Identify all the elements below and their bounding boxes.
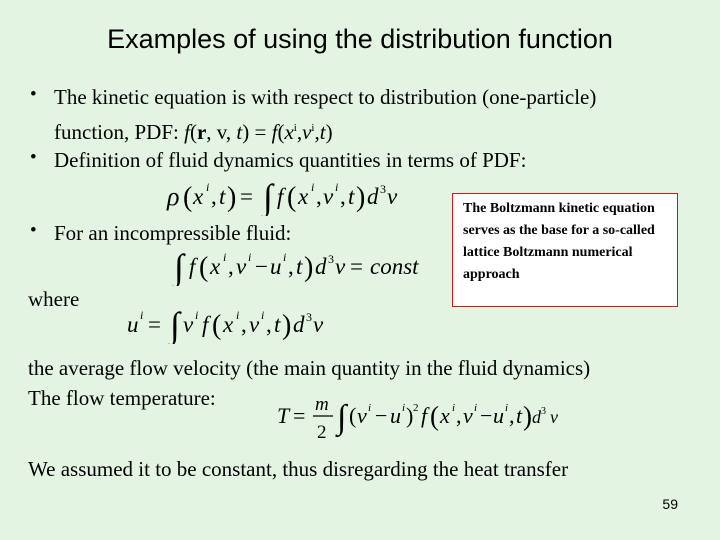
svg-text:d: d [532,407,541,427]
svg-text:3: 3 [306,310,312,324]
bullet-marker: • [30,147,37,168]
svg-text:−: − [375,403,388,428]
svg-text:=: = [350,254,363,279]
bullet-marker: • [30,84,37,105]
svg-text:i: i [195,308,199,322]
svg-text:3: 3 [541,406,546,417]
svg-text:i: i [140,308,144,322]
svg-text:u: u [127,312,139,337]
svg-text:v: v [249,312,260,337]
svg-text:∫: ∫ [337,399,347,436]
svg-text:i: i [452,402,456,414]
svg-text:v: v [387,184,398,209]
svg-text:f: f [189,254,196,279]
average-velocity-text: the average flow velocity (the main quantity in the fluid dynamics) [28,356,591,380]
bullet-kinetic-equation-line2: function, PDF: f(r, v, $t) = f(x^i,v^i,t)$ [54,120,333,144]
svg-text:v: v [357,403,367,428]
lattice-boltzmann-callout: The Boltzmann kinetic equation serves as the base for a so-called lattice Boltzmann numerical approach [452,193,678,307]
svg-text:i: i [206,180,210,194]
svg-text:,: , [340,184,346,209]
svg-text:=: = [293,403,306,428]
svg-text:v: v [550,407,558,427]
svg-text:∫: ∫ [170,305,180,344]
svg-text:(: ( [349,403,357,428]
svg-text:(: ( [199,252,209,283]
svg-text:): ) [282,310,292,341]
svg-text:u: u [270,254,282,279]
svg-text:v: v [463,403,473,428]
bullet-marker: • [30,220,37,241]
svg-text:,: , [288,254,294,279]
svg-text:t: t [348,184,355,209]
svg-text:−: − [480,403,493,428]
svg-text:d: d [315,254,327,279]
svg-text:const: const [370,254,419,279]
svg-text:(: ( [183,182,193,213]
svg-text:i: i [368,402,372,414]
page-number: 59 [662,496,678,512]
svg-text:(: ( [212,310,222,341]
svg-text:,: , [266,312,272,337]
svg-text:∫: ∫ [174,247,184,286]
svg-text:,: , [228,254,234,279]
svg-text:x: x [223,312,234,337]
temperature-label: The flow temperature: [28,386,216,410]
svg-text:=: = [240,184,253,209]
svg-text:v: v [323,184,334,209]
svg-text:f: f [277,184,284,209]
svg-text:,: , [509,403,515,428]
svg-text:T: T [277,403,290,428]
svg-text:x: x [193,184,204,209]
svg-text:i: i [283,250,287,264]
svg-text:t: t [219,184,226,209]
svg-text:3: 3 [328,252,334,266]
svg-text:,: , [211,184,217,209]
svg-text:=: = [148,312,161,337]
svg-text:x: x [298,184,309,209]
where-label: where [28,287,80,311]
density-formula [165,174,415,216]
bullet-incompressible: For an incompressible fluid: [54,221,292,245]
svg-text:d: d [293,312,305,337]
svg-text:i: i [402,402,406,414]
svg-text:3: 3 [380,182,386,196]
svg-text:t: t [274,312,281,337]
svg-text:2: 2 [413,402,419,414]
bullet-fluid-quantities: Definition of fluid dynamics quantities in terms of PDF: [54,148,527,172]
svg-text:v: v [183,312,194,337]
incompressible-formula [172,244,437,286]
svg-text:v: v [335,254,346,279]
svg-text:,: , [316,184,322,209]
svg-text:d: d [367,184,379,209]
svg-text:i: i [248,250,252,264]
svg-text:t: t [516,403,523,428]
svg-text:i: i [236,308,240,322]
svg-text:i: i [223,250,227,264]
svg-text:2: 2 [317,422,327,443]
svg-text:v: v [236,254,247,279]
assumption-text: We assumed it to be constant, thus disregarding the heat transfer [28,457,569,481]
slide-title: Examples of using the distribution function [107,24,613,54]
bullet-kinetic-equation-line1: The kinetic equation is with respect to distribution (one-particle) [54,85,597,109]
svg-text:i: i [505,402,509,414]
svg-text:v: v [313,312,324,337]
svg-text:u: u [390,403,401,428]
svg-text:): ) [406,403,414,428]
svg-text:): ) [304,252,314,283]
temperature-formula-dv [549,404,571,434]
pdf-prefix: function, PDF: [54,120,185,144]
temperature-formula [275,392,550,444]
svg-text:(: ( [287,182,297,213]
svg-text:x: x [440,403,450,428]
velocity-formula [125,302,345,344]
svg-text:(: ( [430,401,439,431]
svg-text:i: i [474,402,478,414]
svg-text:f: f [202,312,209,337]
pdf-f-1: f [184,120,190,144]
svg-text:): ) [227,182,237,213]
svg-text:m: m [315,394,329,415]
svg-text:x: x [210,254,221,279]
svg-text:ρ: ρ [167,182,180,211]
svg-text:−: − [255,254,268,279]
svg-text:u: u [493,403,504,428]
svg-text:∫: ∫ [263,177,273,216]
svg-text:t: t [296,254,303,279]
svg-text:): ) [356,182,366,213]
svg-text:f: f [421,403,428,428]
svg-text:,: , [241,312,247,337]
svg-text:): ) [523,401,532,431]
svg-text:i: i [311,180,315,194]
svg-text:i: i [261,308,265,322]
svg-text:,: , [456,403,462,428]
svg-text:i: i [335,180,339,194]
